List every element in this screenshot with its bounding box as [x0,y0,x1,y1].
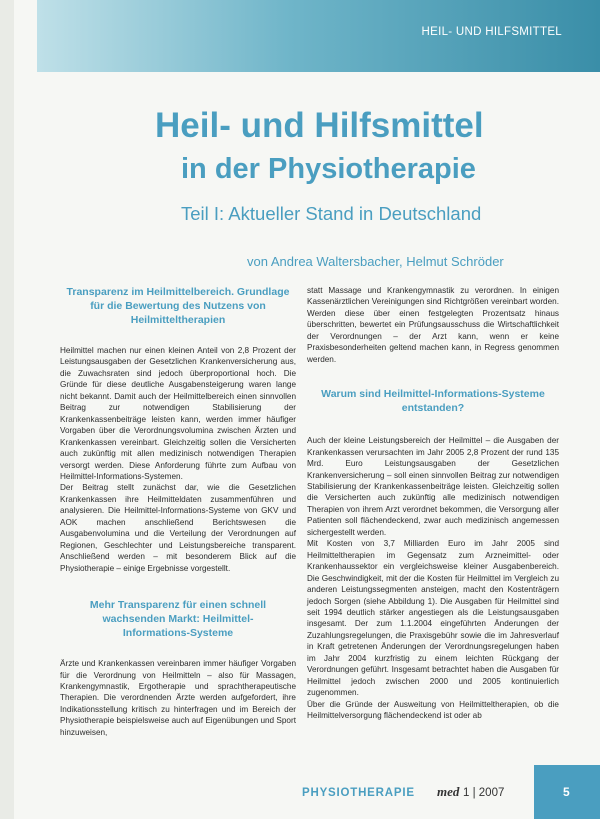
page-edge [0,0,14,819]
article-title-line1: Heil- und Hilfsmittel [155,106,484,145]
body-paragraph: Mit Kosten von 3,7 Milliarden Euro im Jahr 2005 sind Heilmitteltherapien im Gegensatz zum Arzneimittel- oder Krankenhaussektor ein vergleichsweise kleiner Ausgabenbereich. Die Geschwindigkeit, mit der die Kosten für Heilmittel im Vergleich zu anderen Leistungssegmenten ansteigen, macht den Kostenträgern jedoch Sorgen (siehe Abbildung 1). Die Ausgaben für Heilmittel sind seit 1994 deutlich stärker angestiegen als die Leistungsausgaben insgesamt. Der zum 1.1.2004 eingeführten Änderungen der Zuzahlungsregelungen, die Praxisgebühr sowie die im Jahresverlauf in Kraft getretenen Änderungen der Verordnungsregelungen haben im Jahr 2004 kurzfristig zu einem leichten Rückgang der Verordnungen geführt. Insgesamt betrachtet haben die Ausgaben für Heilmittel jedoch zwischen 2000 und 2005 kontinuierlich zugenommen. [307,539,559,698]
header-band [37,0,600,72]
section-heading: Warum sind Heilmittel-Informations-Systeme entstanden? [321,388,545,415]
article-subtitle: Teil I: Aktueller Stand in Deutschland [181,203,482,224]
body-paragraph: Heilmittel machen nur einen kleinen Anteil von 2,8 Prozent der Leistungsausgaben der Gesetzlichen Krankenversicherung aus, die Zuwachsraten sind jedoch überproportional hoch. Die Gründe für diese deutliche Ausgabensteigerung waren lange nicht bekannt. Damit auch der Heilmittelbereich einen sinnvollen Beitrag zur notwendigen Stabilisierung der Krankenkassenbeiträge leisten kann, werden immer häufiger Vorgaben über die Verordnungsvolumina zwischen Ärzten und Krankenkassen vereinbart. Gleichzeitig sollen die Versicherten auch zukünftig mit allen medizinisch notwendigen Therapien versorgt werden. Diese Anforderung führte zum Aufbau von Heilmittel-Informations-Systemen. [60,346,296,481]
issue-number: 1 | 2007 [463,787,505,799]
body-paragraph: Auch der kleine Leistungsbereich der Heilmittel – die Ausgaben der Krankenkassen verursachten im Jahr 2005 2,8 Prozent der rund 135 Mrd. Euro Leistungsausgaben der Gesetzlichen Krankenversicherung – soll einen sinnvollen Beitrag zur notwendigen Stabilisierung der Krankenkassenbeiträge leisten. Gleichzeitig sollen die Versicherten auch zukünftig alle medizinisch notwendigen Therapien von ihrem Arzt verordnet bekommen, die Versorgung aller Patienten soll flächendeckend, zwar auch medizinisch angemessen sichergestellt werden. [307,436,559,537]
page-number-box [534,765,600,819]
body-paragraph: Ärzte und Krankenkassen vereinbaren immer häufiger Vorgaben für die Verordnung von Heilmitteln – also für Massagen, Krankengymnastik, Ergotherapie und sprachtherapeutische Therapien. Die verordnenden Ärzte werden aufgefordert, ihre Indikationsstellung kritisch zu hinterfragen und im Bereich der Physiotherapie beispielsweise auch auf Eigenübungen und Sport hinzuweisen, [60,659,296,737]
section-heading: Mehr Transparenz für einen schnell wachsenden Markt: Heilmittel-Informations-Systeme [89,599,267,640]
section-label: HEIL- UND HILFSMITTEL [421,26,562,38]
body-paragraph: Über die Gründe der Ausweitung von Heilmitteltherapien, ob die Heilmittelversorgung flächendeckend ist oder ab [307,699,559,721]
page-footer [0,785,600,819]
body-paragraph: statt Massage und Krankengymnastik zu verordnen. In einigen Kassenärztlichen Vereinigungen sind Richtgrößen vereinbart worden. Werden diese über einen festgelegten Prozentsatz hinaus überschritten, bewertet ein Prüfungsausschuss die Wirtschaftlichkeit der Verordnungen – der Arzt kann, wenn er keine Praxisbesonderheiten geltend machen kann, in Regress genommen werden. [307,286,559,364]
journal-name: PHYSIOTHERAPIE [302,787,415,799]
right-column [307,285,559,722]
section-heading: Transparenz im Heilmittelbereich. Grundlage für die Bewertung des Nutzens von Heilmitteltherapien [66,286,290,326]
article-title-line2: in der Physiotherapie [181,153,476,185]
article-authors: von Andrea Waltersbacher, Helmut Schröder [247,254,504,269]
journal-med-logo: med [437,784,460,799]
left-column [60,285,296,738]
page-number: 5 [563,785,570,799]
body-paragraph: Der Beitrag stellt zunächst dar, wie die Gesetzlichen Krankenkassen ihre Heilmitteldaten zusammenführen und analysieren. Die Heilmittel-Informations-Systeme von GKV und AOK machen anschließend Berichtswesen die Ausgabenvolumina und die Verteilung der Verordnungen auf Regionen, Geschlechter und Leistungsbereiche transparent. Anschließend werden – mit besonderem Blick auf die Physiotherapie – einige Ergebnisse vorgestellt. [60,483,296,573]
